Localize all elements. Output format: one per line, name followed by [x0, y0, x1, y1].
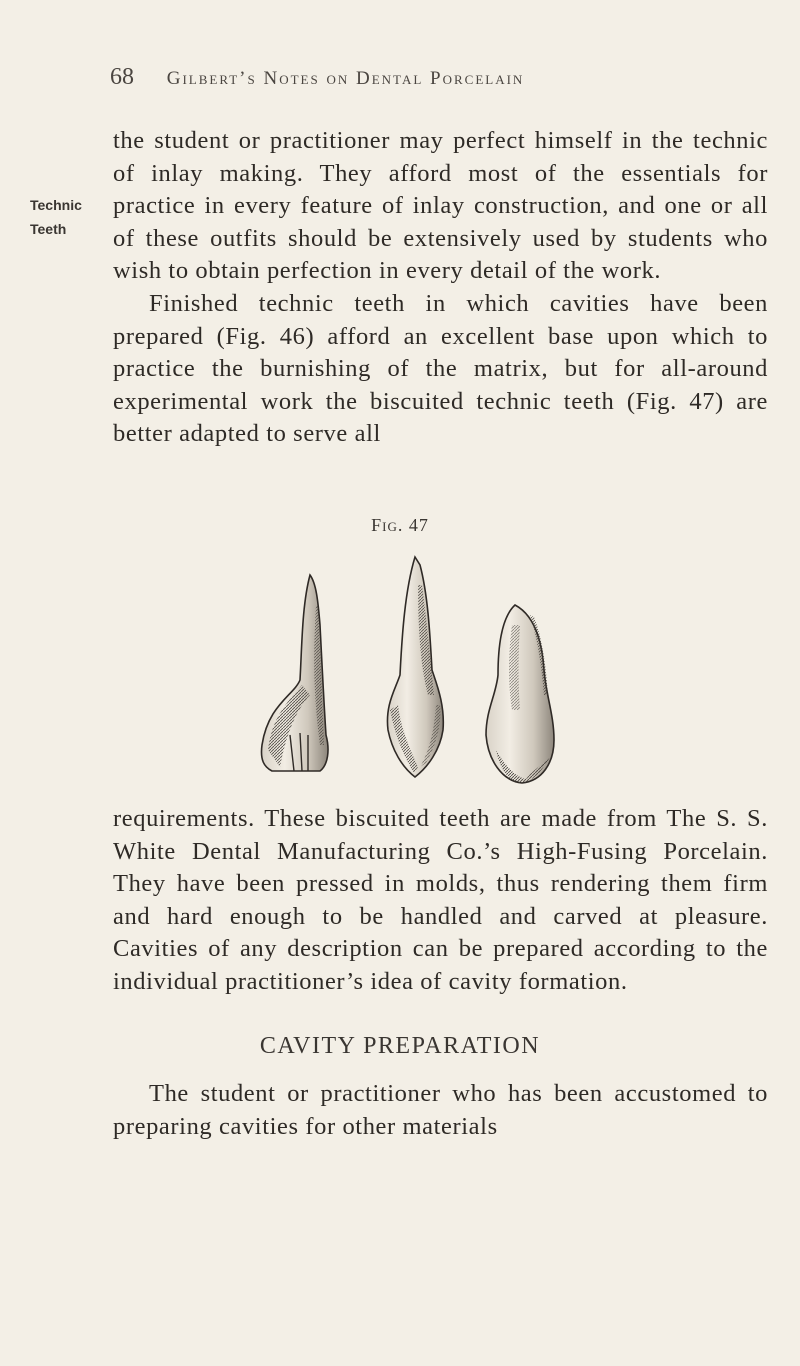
page-number: 68 [110, 64, 134, 90]
technic-teeth-illustration [250, 545, 560, 790]
tooth-middle [387, 557, 443, 777]
paragraph-1-text: the student or practitioner may perfect himself in the technic of inlay making. They afford most of the essentials for practice in every feature of inlay construction, and one or all of these outfits should be extensively used by students who wish to obtain perfection in every detail of the work. [113, 127, 768, 285]
paragraph-1 [113, 125, 768, 451]
margin-note-line-1: Technic [30, 197, 82, 213]
running-title: Gilbert’s Notes on Dental Porcelain [166, 68, 525, 89]
paragraph-1b-text: Finished technic teeth in which cavities have been prepared (Fig. 46) afford an excellent base upon which to practice the burnishing of the matrix, but for all-around experimental work the biscuited technic teeth (Fig. 47) are better adapted to serve all [113, 289, 768, 448]
margin-note-line-2: Teeth [30, 221, 67, 237]
running-head [110, 64, 750, 91]
paragraph-3: The student or practitioner who has been accustomed to preparing cavities for other materials [113, 1080, 768, 1140]
tooth-left [261, 575, 328, 771]
figure-caption: Fig. 47 [371, 515, 429, 535]
tooth-right [486, 605, 554, 783]
margin-note [30, 193, 82, 241]
section-heading: CAVITY PREPARATION [259, 1033, 541, 1059]
paragraph-2: requirements. These biscuited teeth are made from The S. S. White Dental Manufacturing Co.’s High-Fusing Porcelain. They have been pressed in molds, thus rendering them firm and hard enough to be handled and carved at pleasure. Cavities of any description can be prepared according to the individual practitioner’s idea of cavity formation. [113, 805, 768, 995]
